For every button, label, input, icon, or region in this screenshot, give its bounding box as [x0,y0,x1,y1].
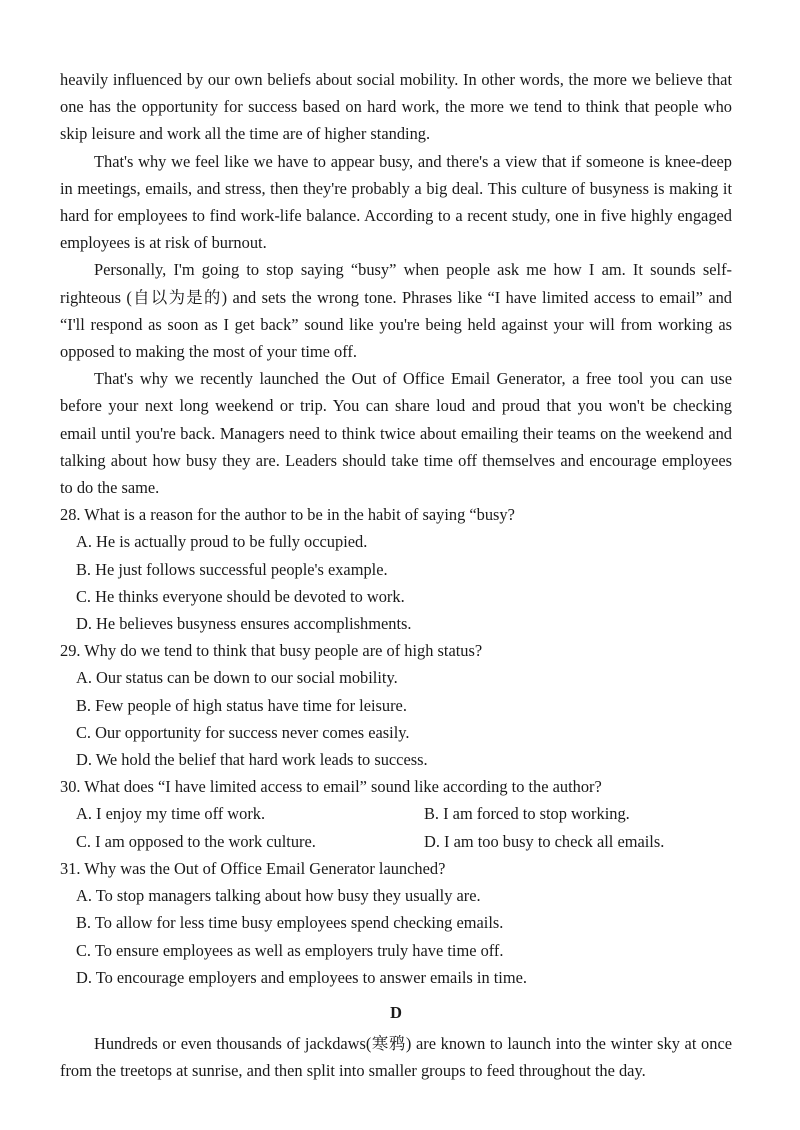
option-b: B. He just follows successful people's example. [76,559,388,579]
option-b: B. I am forced to stop working. [424,804,630,824]
option-d: D. I am too busy to check all emails. [424,831,665,851]
passage-paragraph: heavily influenced by our own beliefs about social mobility. In other words, the more we believe that one has the opportunity for success based on hard work, the more we tend to think that people who skip leisure and work all the time are of higher standing. [60,70,732,144]
section-heading: D [390,1002,402,1022]
option-d: D. He believes busyness ensures accomplishments. [76,614,412,634]
question-stem: 29. Why do we tend to think that busy people are of high status? [60,641,483,661]
exam-page [60,66,732,1085]
option-a: A. Our status can be down to our social mobility. [76,668,398,688]
question-stem: 30. What does “I have limited access to email” sound like according to the author? [60,777,602,797]
question-31 [60,855,732,991]
passage-paragraph: That's why we feel like we have to appear busy, and there's a view that if someone is knee-deep in meetings, emails, and stress, then they're probably a big deal. This culture of busyness is making it hard for employees to find work-life balance. According to a recent study, one in five highly engaged employees is at risk of burnout. [60,151,732,253]
passage-paragraph: Personally, I'm going to stop saying “busy” when people ask me how I am. It sounds self-righteous (自以为是的) and sets the wrong tone. Phrases like “I have limited access to email” and “I'll respond as soon as I get back” sound like you're being held against your will from working as opposed to making the most of your time off. [60,260,732,362]
option-d: D. To encourage employers and employees to answer emails in time. [76,967,527,987]
passage-paragraph: Hundreds or even thousands of jackdaws(寒鸦) are known to launch into the winter sky at once from the treetops at sunrise, and then split into smaller groups to feed throughout the day. [60,1034,732,1081]
option-a: A. I enjoy my time off work. [76,804,266,824]
question-stem: 28. What is a reason for the author to be in the habit of saying “busy? [60,505,515,525]
option-b: B. Few people of high status have time for leisure. [76,695,407,715]
question-29 [60,637,732,773]
option-c: C. To ensure employees as well as employers truly have time off. [76,940,504,960]
option-b: B. To allow for less time busy employees spend checking emails. [76,913,504,933]
option-a: A. To stop managers talking about how busy they usually are. [76,886,481,906]
option-a: A. He is actually proud to be fully occupied. [76,532,368,552]
option-c: C. Our opportunity for success never comes easily. [76,722,410,742]
option-d: D. We hold the belief that hard work leads to success. [76,750,428,770]
passage-paragraph: That's why we recently launched the Out of Office Email Generator, a free tool you can use before your next long weekend or trip. You can share loud and proud that you won't be checking email until you're back. Managers need to think twice about emailing their teams on the weekend and talking about how busy they are. Leaders should take time off themselves and encourage employees to do the same. [60,369,732,498]
option-c: C. He thinks everyone should be devoted to work. [76,586,405,606]
question-28 [60,501,732,637]
option-grid [76,800,732,854]
question-30 [60,773,732,855]
option-c: C. I am opposed to the work culture. [76,831,316,851]
question-stem: 31. Why was the Out of Office Email Generator launched? [60,858,446,878]
